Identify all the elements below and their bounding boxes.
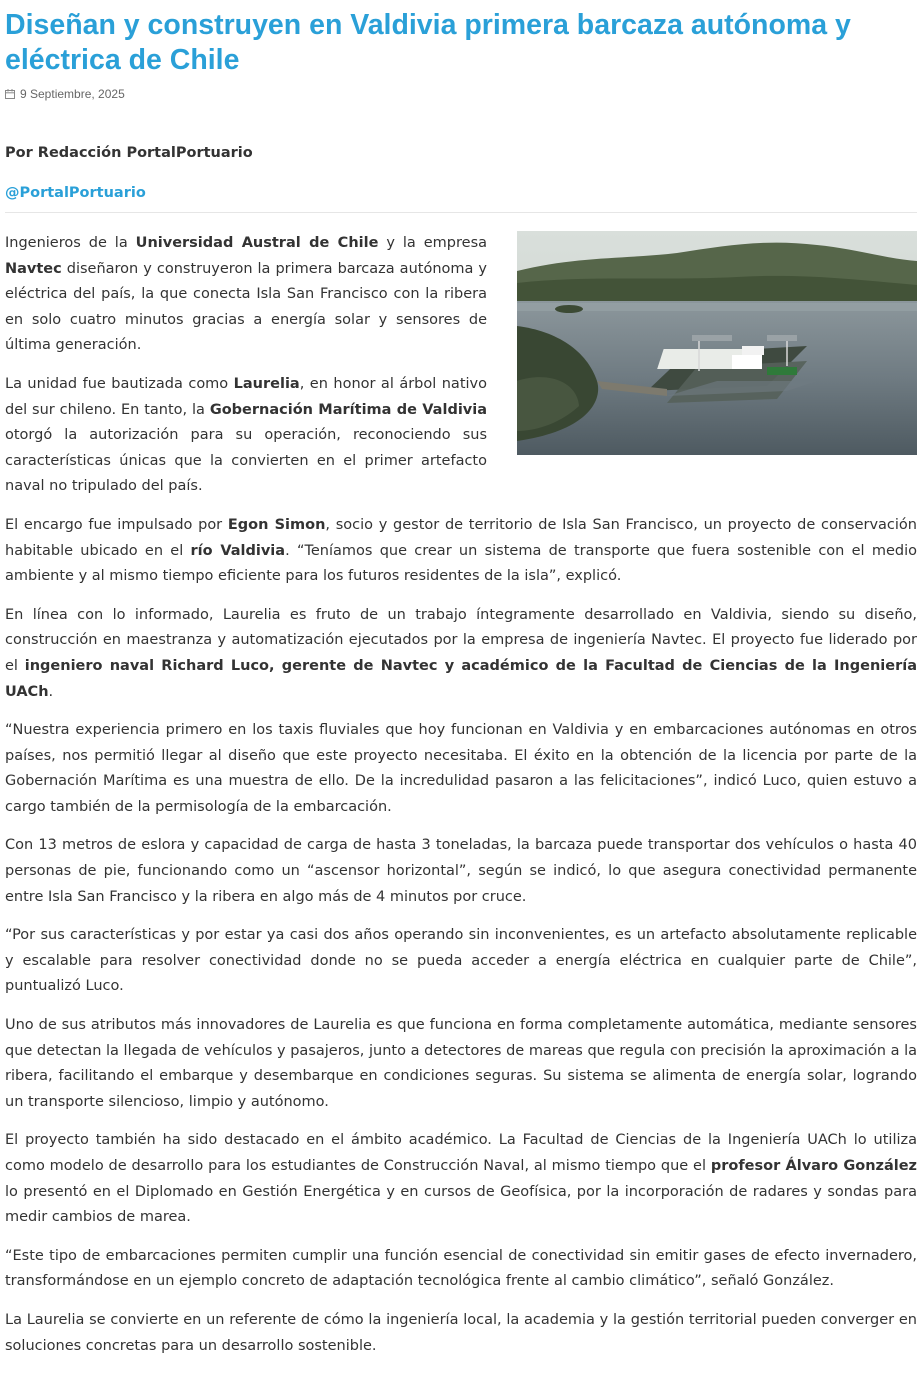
article-paragraph: [5, 513, 917, 590]
article-paragraph: [5, 1308, 917, 1359]
text-run: Uno de sus atributos más innovadores de Laurelia es que funciona en forma completamente automática, mediante sensores que detectan la llegada de vehículos y pasajeros, junto a detectores de mareas que regula con precisión la aproximación a la ribera, facilitando el embarque y desembarque en condiciones seguras. Su sistema se alimenta de energía solar, logrando un transporte silencioso, limpio y autónomo.: [5, 1017, 917, 1110]
text-run: , socio y gestor de territorio de Isla San Francisco, un proyecto de conservación habitable ubicado en el: [5, 516, 917, 559]
article-date: [5, 87, 917, 101]
text-run: . “Teníamos que crear un sistema de transporte que fuera sostenible con el medio ambiente y al mismo tiempo eficiente para los futuros residentes de la isla”, explicó.: [5, 542, 917, 585]
twitter-handle-link[interactable]: @PortalPortuario: [5, 185, 146, 201]
bold-text: río Valdivia: [190, 542, 286, 559]
divider: [5, 212, 917, 213]
article-paragraph: [5, 833, 917, 910]
article-paragraph: [5, 1128, 917, 1230]
text-run: y la empresa: [378, 235, 488, 251]
text-run: , en honor al árbol nativo del sur chileno. En tanto, la: [5, 375, 487, 418]
text-run: “Por sus características y por estar ya casi dos años operando sin inconvenientes, es un artefacto absolutamente replicable y escalable para resolver conectividad donde no se pueda acceder a energía eléctrica en cualquier parte de Chile”, puntualizó Luco.: [5, 927, 917, 995]
text-run: El encargo fue impulsado por: [5, 516, 228, 533]
text-run: .: [48, 683, 54, 700]
article-title: Diseñan y construyen en Valdivia primera barcaza autónoma y eléctrica de Chile: [5, 9, 851, 76]
bold-text: Gobernación Marítima de Valdivia: [209, 401, 487, 418]
article-paragraph: [5, 1244, 917, 1295]
text-run: otorgó la autorización para su operación, reconociendo sus características únicas que la convierten en el primer artefacto naval no tripulado del país.: [5, 427, 487, 495]
bold-text: Universidad Austral de Chile: [135, 235, 379, 251]
text-run: En línea con lo informado, Laurelia es fruto de un trabajo íntegramente desarrollado en Valdivia, siendo su diseño, construcción en maestranza y automatización ejecutados por la empresa de ingeniería Navtec. El proyecto fue liderado por el: [5, 606, 917, 674]
byline: Por Redacción PortalPortuario: [5, 145, 253, 161]
text-run: Con 13 metros de eslora y capacidad de carga de hasta 3 toneladas, la barcaza puede transportar dos vehículos o hasta 40 personas de pie, funcionando como un “ascensor horizontal”, según se indicó, lo que asegura conectividad permanente entre Isla San Francisco y la ribera en algo más de 4 minutos por cruce.: [5, 837, 917, 905]
text-run: “Nuestra experiencia primero en los taxis fluviales que hoy funcionan en Valdivia y en embarcaciones autónomas en otros países, nos permitió llegar al diseño que este proyecto necesitaba. El éxito en la obtención de la licencia por parte de la Gobernación Marítima es una muestra de ello. De la incredulidad pasaron a las felicitaciones”, indicó Luco, quien estuvo a cargo también de la permisología de la embarcación.: [5, 722, 917, 815]
article-paragraph: [5, 1013, 917, 1115]
text-run: La Laurelia se convierte en un referente de cómo la ingeniería local, la academia y la gestión territorial pueden converger en soluciones concretas para un desarrollo sostenible.: [5, 1311, 917, 1354]
text-run: “Este tipo de embarcaciones permiten cumplir una función esencial de conectividad sin emitir gases de efecto invernadero, transformándose en un ejemplo concreto de adaptación tecnológica frente al cambio climático”, señaló González.: [5, 1247, 917, 1290]
article-paragraph: [5, 923, 917, 1000]
text-run: lo presentó en el Diplomado en Gestión Energética y en cursos de Geofísica, por la incorporación de radares y sondas para medir cambios de marea.: [5, 1183, 917, 1226]
text-run: diseñaron y construyeron la primera barcaza autónoma y eléctrica del país, la que conecta Isla San Francisco con la ribera en solo cuatro minutos gracias a energía solar y sensores de última generación.: [5, 260, 487, 354]
article-paragraph: [5, 718, 917, 820]
date-text: 9 Septiembre, 2025: [20, 87, 125, 101]
bold-text: ingeniero naval Richard Luco, gerente de Navtec y académico de la Facultad de Ciencias de la Ingeniería UACh: [5, 657, 917, 700]
bold-text: Egon Simon: [227, 516, 326, 533]
bold-text: Laurelia: [233, 375, 300, 392]
bold-text: profesor Álvaro González: [710, 1158, 917, 1174]
article-body: [5, 231, 917, 1359]
text-run: El proyecto también ha sido destacado en el ámbito académico. La Facultad de Ciencias de la Ingeniería UACh lo utiliza como modelo de desarrollo para los estudiantes de Construcción Naval, al mismo tiempo que el: [5, 1132, 917, 1174]
calendar-icon: [5, 89, 15, 99]
text-run: Ingenieros de la: [5, 235, 136, 251]
bold-text: Navtec: [5, 260, 62, 277]
article-paragraph: [5, 603, 917, 705]
text-run: La unidad fue bautizada como: [5, 375, 234, 392]
barge-photo: [517, 231, 917, 455]
